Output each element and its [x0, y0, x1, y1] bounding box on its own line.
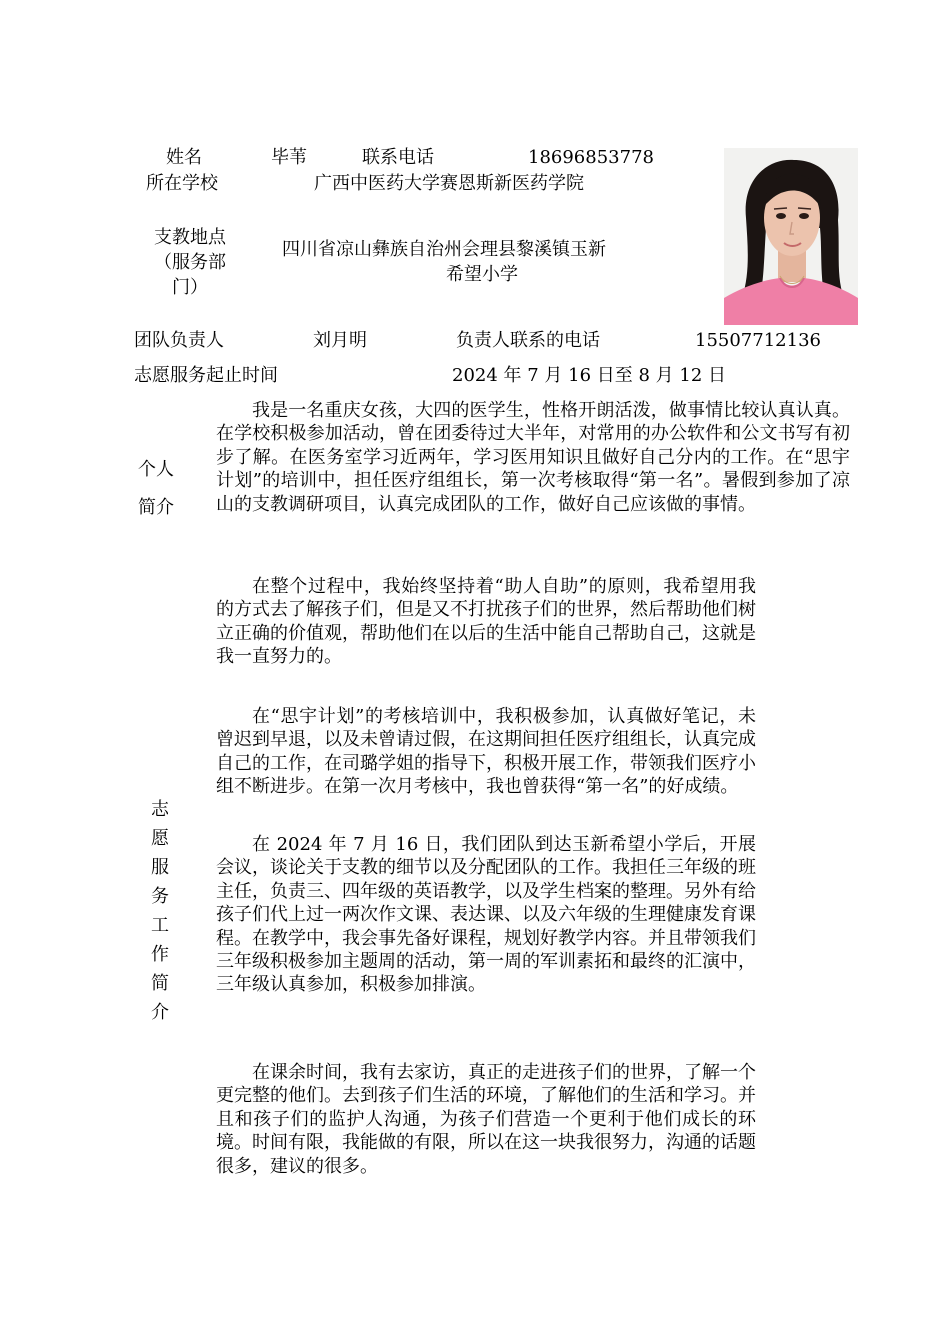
school-value: 广西中医药大学赛恩斯新医药学院 — [314, 173, 584, 194]
name-value: 毕苇 — [271, 147, 307, 168]
intro-label-line1: 个人 — [138, 459, 174, 480]
location-label-line1: 支教地点 — [154, 227, 226, 248]
work-paragraph: 在整个过程中，我始终坚持着“助人自助”的原则，我希望用我的方式去了解孩子们，但是又不打扰孩子们的世界，然后帮助他们树立正确的价值观，帮助他们在以后的生活中能自己帮助自己，这就是我一直努力的。 — [216, 576, 756, 668]
location-label-line3: 门） — [172, 277, 208, 298]
intro-label-line2: 简介 — [138, 497, 174, 518]
leader-label: 团队负责人 — [134, 330, 224, 351]
location-label-line2: （服务部 — [154, 252, 226, 273]
period-value: 2024 年 7 月 16 日至 8 月 12 日 — [452, 365, 727, 386]
work-paragraph: 在“思宇计划”的考核培训中，我积极参加，认真做好笔记，未曾迟到早退，以及未曾请过假，在这期间担任医疗组组长，认真完成自己的工作，在司璐学姐的指导下，积极开展工作，带领我们医疗小组不断进步。在第一次月考核中，我也曾获得“第一名”的好成绩。 — [216, 706, 756, 798]
intro-text: 我是一名重庆女孩，大四的医学生，性格开朗活泼，做事情比较认真认真。在学校积极参加活动，曾在团委待过大半年，对常用的办公软件和公文书写有初步了解。在医务室学习近两年，学习医用知识且做好自己分内的工作。在“思宇计划”的培训中，担任医疗组组长，第一次考核取得“第一名”。暑假到参加了凉山的支教调研项目，认真完成团队的工作，做好自己应该做的事情。 — [216, 400, 850, 515]
work-paragraph: 在课余时间，我有去家访，真正的走进孩子们的世界，了解一个更完整的他们。去到孩子们生活的环境，了解他们的生活和学习。并且和孩子们的监护人沟通，为孩子们营造一个更利于他们成长的环境。时间有限，我能做的有限，所以在这一块我很努力，沟通的话题很多，建议的很多。 — [216, 1062, 756, 1177]
name-label: 姓名 — [166, 147, 202, 168]
school-label: 所在学校 — [146, 173, 218, 194]
phone-label: 联系电话 — [362, 147, 434, 168]
location-value-line1: 四川省凉山彝族自治州会理县黎溪镇玉新 — [282, 239, 606, 260]
period-label: 志愿服务起止时间 — [134, 365, 278, 386]
work-label: 志愿服务工作简介 — [151, 799, 169, 1023]
phone-value: 18696853778 — [528, 147, 654, 168]
location-value-line2: 希望小学 — [446, 264, 518, 285]
work-paragraph: 在 2024 年 7 月 16 日，我们团队到达玉新希望小学后，开展会议，谈论关于支教的细节以及分配团队的工作。我担任三年级的班主任，负责三、四年级的英语教学，以及学生档案的整理。另外有给孩子们代上过一两次作文课、表达课、以及六年级的生理健康发育课程。在教学中，我会事先备好课程，规划好教学内容。并且带领我们三年级积极参加主题周的活动，第一周的军训素拓和最终的汇演中，三年级认真参加，积极参加排演。 — [216, 834, 756, 996]
leader-phone-label: 负责人联系的电话 — [456, 330, 600, 351]
leader-value: 刘月明 — [313, 330, 367, 351]
leader-phone-value: 15507712136 — [695, 330, 821, 351]
portrait-photo — [724, 148, 858, 325]
portrait-illustration — [724, 148, 858, 325]
